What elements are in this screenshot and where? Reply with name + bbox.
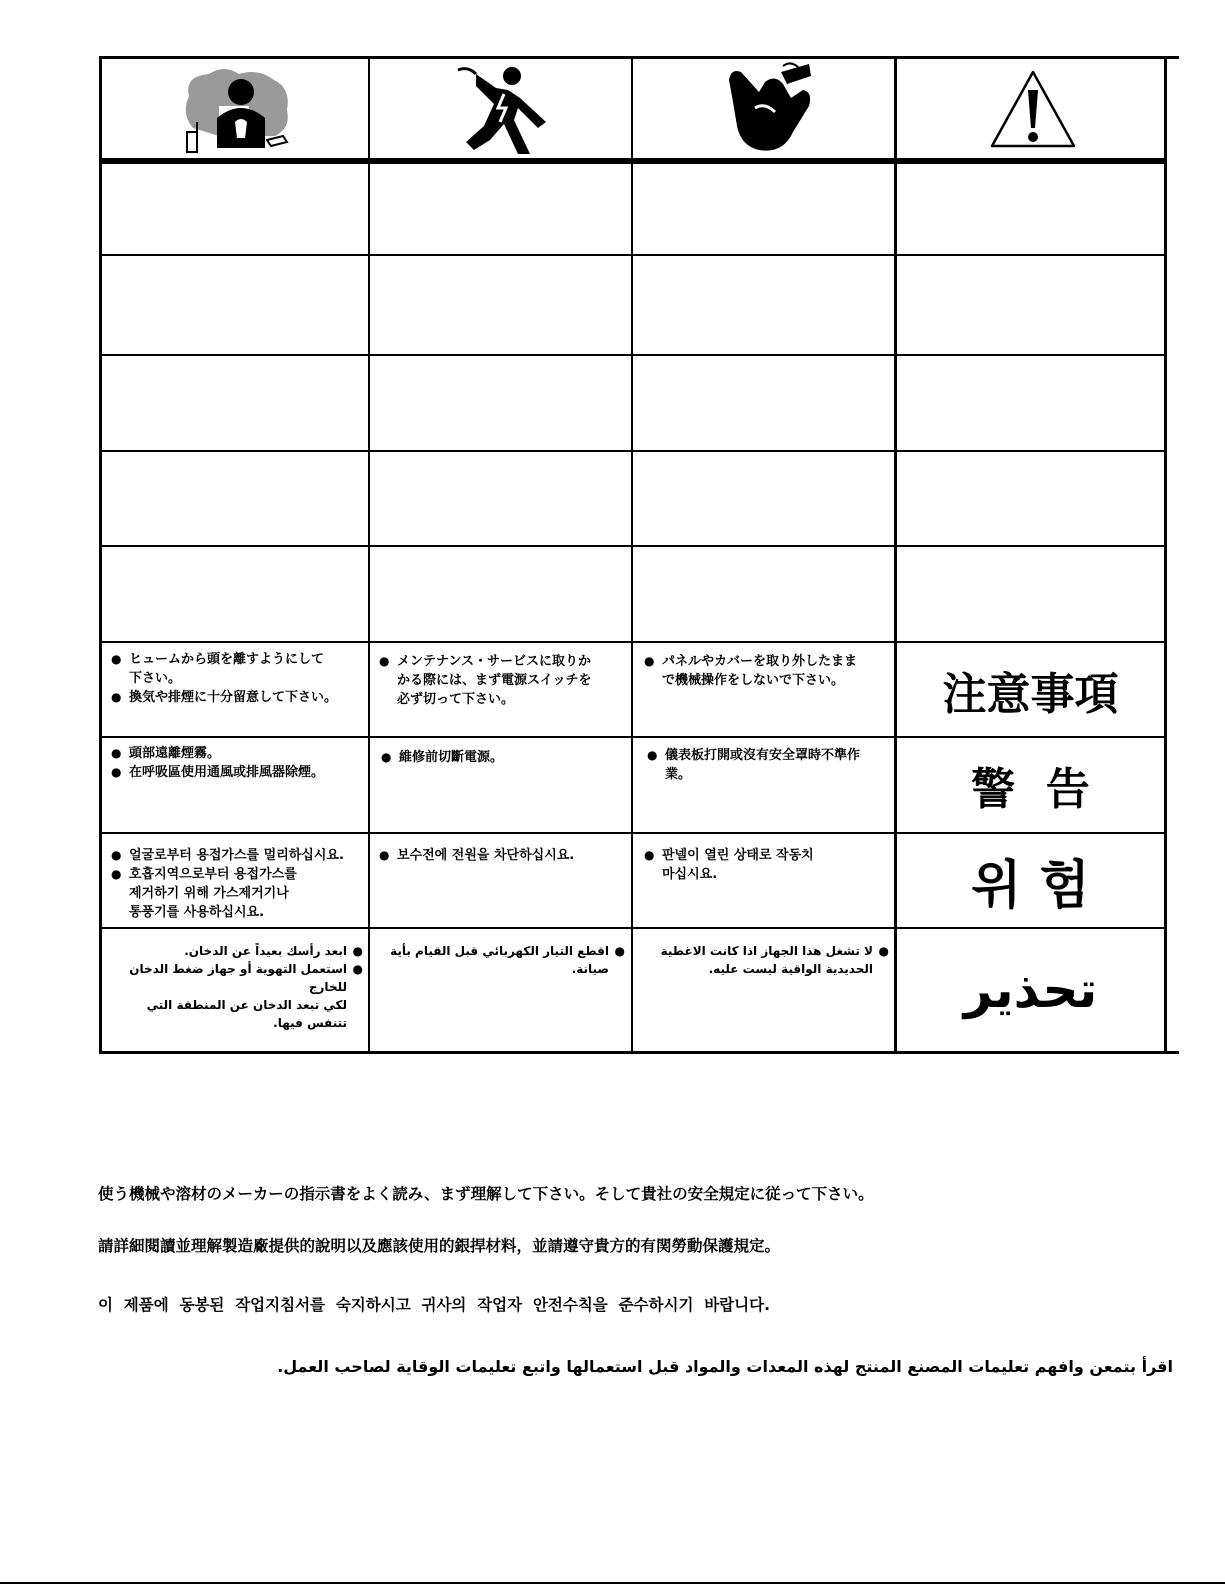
list-item: ● 판넬이 열린 상태로 작동치 마십시요. [644,846,889,884]
footer-korean: 이 제품에 동봉된 작업지침서를 숙지하시고 귀사의 작업자 안전수칙을 준수하시기 바랍니다. [98,1296,770,1314]
list-item: ● 頭部遠離煙霧。 [111,744,366,763]
warning-triangle-icon [988,68,1078,150]
list-item: ● لا تشغل هذا الجهاز اذا كانت الاغطية الحديدية الواقية ليست عليه. [639,942,889,978]
ko-fumes-cell [111,846,369,922]
row-divider [99,450,1167,452]
ko-title: 위 험 [971,856,1090,916]
column-divider [631,56,633,1054]
jp-title: 注意事項 [942,668,1119,720]
list-item: ● ابعد رأسك بعيداً عن الدخان. [105,942,363,960]
fume-hazard-icon [179,66,299,156]
ko-moving-parts-cell [644,846,889,884]
table-border-right [1164,56,1167,1054]
icon-row-divider [99,158,1167,164]
list-item: ● 얼굴로부터 용접가스를 멀리하십시요. [111,846,369,865]
list-item: ● 換気や排煙に十分留意して下さい。 [111,688,366,707]
list-item: ● メンテナンス・サービスに取りか かる際には、まず電源スイッチを 必ず切って下さい。 [379,652,629,709]
list-item: ● 호흡지역으로부터 용접가스를 제거하기 위해 가스제거기나 통풍기를 사용하십시요. [111,865,369,922]
footer-arabic: اقرأ بتمعن وافهم تعليمات المصنع المنتج لهذه المعدات والمواد قبل استعمالها واتبع تعليمات الوقاية لصاحب العمل. [277,1357,1173,1376]
list-item: ● 儀表板打開或沒有安全罩時不準作 業。 [647,746,892,784]
jp-fumes-cell [111,650,366,707]
list-item: ● ヒュームから頭を離すようにして 下さい。 [111,650,366,688]
ko-electric-cell [379,846,629,865]
table-border-bottom [99,1051,1179,1054]
footer-japanese: 使う機械や溶材のメーカーの指示書をよく読み、まず理解して下さい。そして貴社の安全規定に従って下さい。 [98,1185,874,1203]
page-bottom-rule [0,1582,1225,1584]
footer-chinese: 請詳細閱讀並理解製造廠提供的說明以及應該使用的銀捍材料，並請遵守貴方的有関勞動保護規定。 [98,1237,781,1255]
zh-moving-parts-cell [647,746,892,784]
ar-moving-parts-cell [639,942,889,978]
ar-fumes-cell [105,942,363,1032]
ar-electric-cell [373,942,625,978]
table-border-top [99,56,1179,59]
list-item: ● اقطع التيار الكهربائي قبل القيام بأية صيانة. [373,942,625,978]
zh-fumes-cell [111,744,366,782]
safety-table [99,56,1179,1064]
ar-title: تحذير [963,961,1098,1019]
list-item: ● パネルやカバーを取り外したまま で機械操作をしないで下さい。 [644,652,889,690]
jp-electric-cell [379,652,629,709]
row-divider [99,545,1167,547]
zh-title: 警 告 [971,764,1090,815]
list-item: ● 在呼吸區使用通風或排風器除煙。 [111,763,366,782]
table-border-left [99,56,102,1054]
list-item: ● 維修前切斷電源。 [381,748,629,767]
list-item: ● 보수전에 전원을 차단하십시요. [379,846,629,865]
zh-electric-cell [381,748,629,767]
row-divider [99,354,1167,356]
hand-entanglement-icon [719,62,819,156]
electric-shock-icon [454,64,554,156]
list-item: ● استعمل التهوية أو جهاز ضغط الدخان للخارج لكي تبعد الدخان عن المنطقة التي تتنفس فيها. [105,960,363,1032]
row-divider [99,254,1167,256]
jp-moving-parts-cell [644,652,889,690]
